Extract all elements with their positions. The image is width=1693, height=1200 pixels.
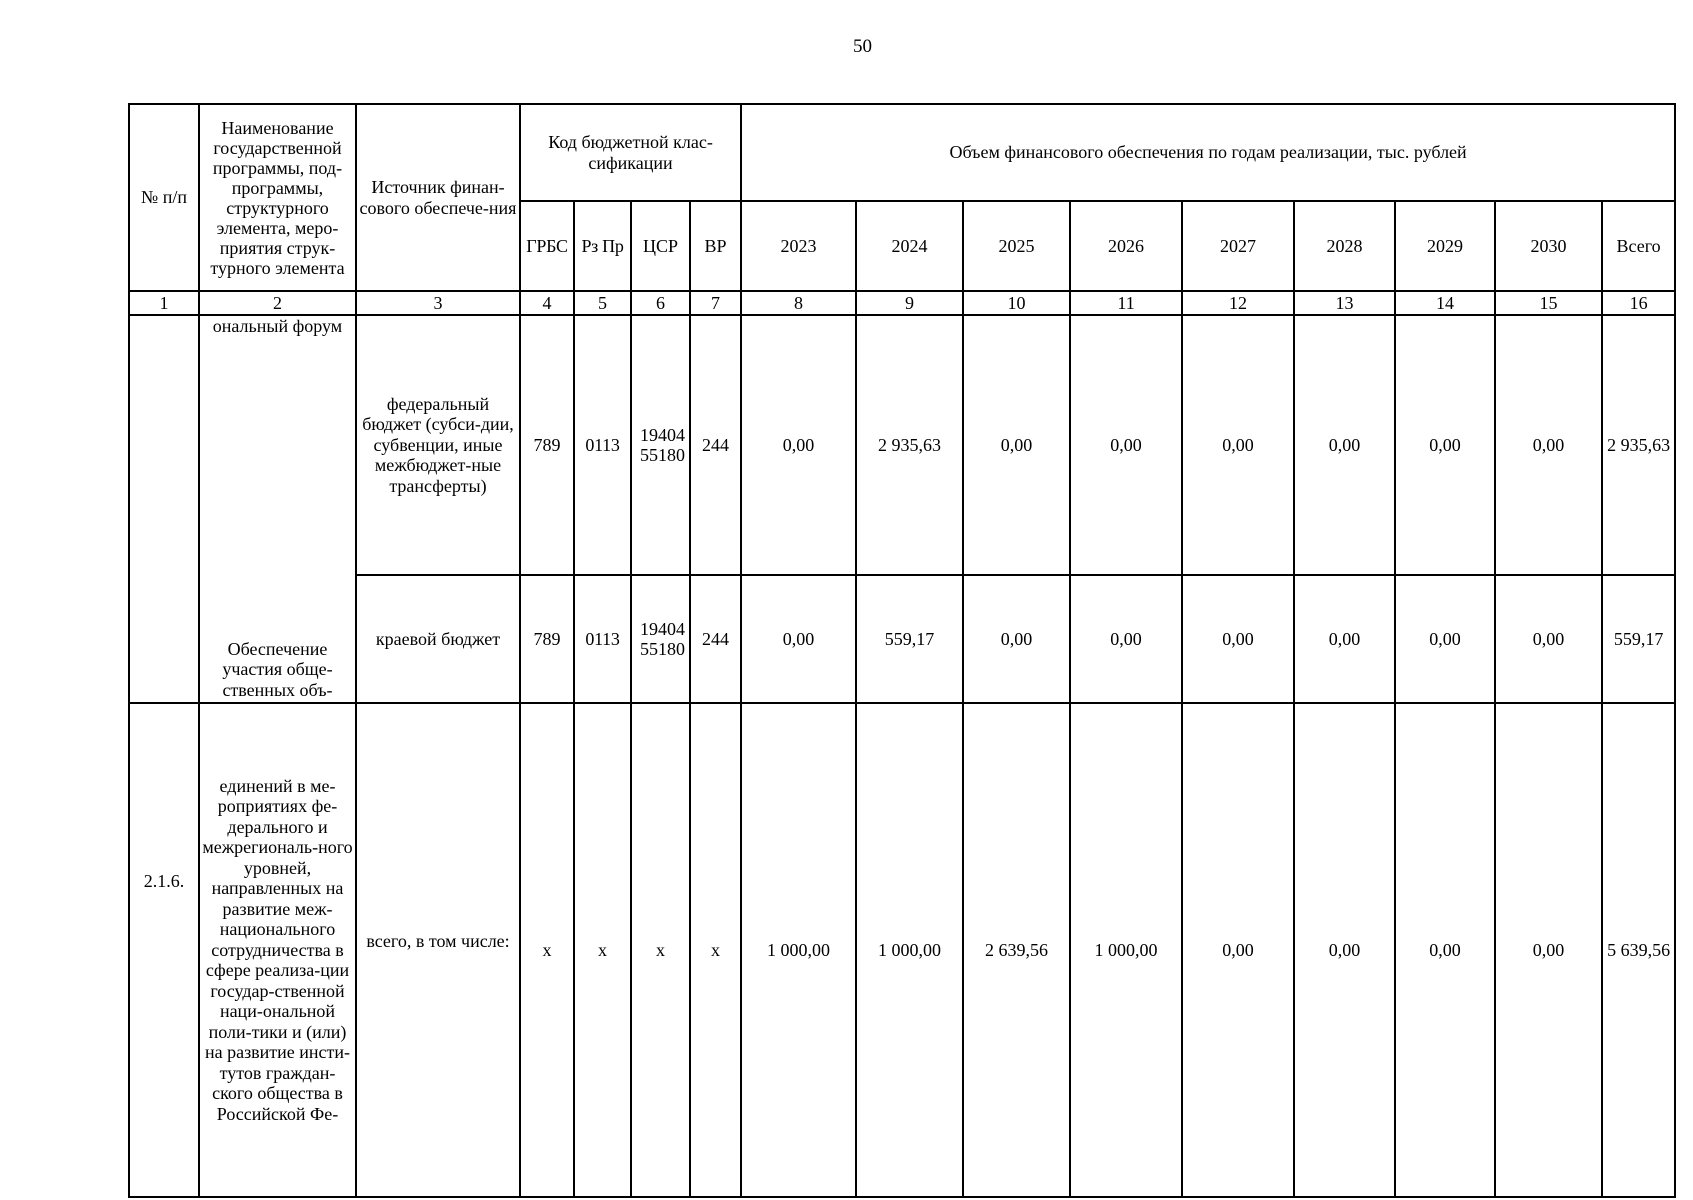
header-budget-code: Код бюджетной клас-сификации bbox=[520, 104, 741, 201]
column-index-row bbox=[129, 291, 1675, 315]
value-2027: 0,00 bbox=[1182, 703, 1294, 1197]
header-csr: ЦСР bbox=[631, 201, 690, 291]
value-2025: 0,00 bbox=[963, 575, 1070, 703]
header-year-2029: 2029 bbox=[1395, 201, 1495, 291]
value-2023: 0,00 bbox=[741, 575, 856, 703]
grbs-cell: х bbox=[520, 703, 574, 1197]
csr-cell: 19404 55180 bbox=[631, 315, 690, 575]
value-2025: 2 639,56 bbox=[963, 703, 1070, 1197]
value-2024: 2 935,63 bbox=[856, 315, 963, 575]
header-year-2024: 2024 bbox=[856, 201, 963, 291]
col-index: 5 bbox=[574, 291, 631, 315]
row-num-cell bbox=[129, 315, 199, 703]
value-2026: 0,00 bbox=[1070, 315, 1182, 575]
csr-cell: 19404 55180 bbox=[631, 575, 690, 703]
header-year-2030: 2030 bbox=[1495, 201, 1602, 291]
value-2030: 0,00 bbox=[1495, 703, 1602, 1197]
col-index: 7 bbox=[690, 291, 741, 315]
vr-cell: х bbox=[690, 703, 741, 1197]
value-2024: 1 000,00 bbox=[856, 703, 963, 1197]
col-index: 10 bbox=[963, 291, 1070, 315]
header-vr: ВР bbox=[690, 201, 741, 291]
source-cell: всего, в том числе: bbox=[356, 703, 520, 1197]
rzpr-cell: 0113 bbox=[574, 575, 631, 703]
header-row-1 bbox=[129, 104, 1675, 201]
rzpr-cell: 0113 bbox=[574, 315, 631, 575]
value-2028: 0,00 bbox=[1294, 575, 1395, 703]
col-index: 4 bbox=[520, 291, 574, 315]
program-name-cell: единений в ме-роприятиях фе-дерального и межрегиональ-ного уровней, направленных на развитие меж-национального сотрудничества в сфере реализа-ции государ-ственной наци-ональной поли-тики и (или) на развитие инсти-тутов граждан-ского общества в Российской Фе- bbox=[199, 703, 356, 1197]
header-year-2027: 2027 bbox=[1182, 201, 1294, 291]
col-index: 12 bbox=[1182, 291, 1294, 315]
table-row bbox=[129, 703, 1675, 1197]
vr-cell: 244 bbox=[690, 575, 741, 703]
header-num: № п/п bbox=[129, 104, 199, 291]
grbs-cell: 789 bbox=[520, 575, 574, 703]
value-2025: 0,00 bbox=[963, 315, 1070, 575]
value-total: 559,17 bbox=[1602, 575, 1675, 703]
col-index: 13 bbox=[1294, 291, 1395, 315]
source-cell: краевой бюджет bbox=[356, 575, 520, 703]
value-2030: 0,00 bbox=[1495, 575, 1602, 703]
col-index: 3 bbox=[356, 291, 520, 315]
col-index: 1 bbox=[129, 291, 199, 315]
header-total: Всего bbox=[1602, 201, 1675, 291]
col-index: 14 bbox=[1395, 291, 1495, 315]
col-index: 9 bbox=[856, 291, 963, 315]
row-num-cell: 2.1.6. bbox=[129, 703, 199, 1197]
value-2029: 0,00 bbox=[1395, 703, 1495, 1197]
source-cell: федеральный бюджет (субси-дии, субвенции, иные межбюджет-ные трансферты) bbox=[356, 315, 520, 575]
page-number: 50 bbox=[853, 36, 872, 57]
col-index: 11 bbox=[1070, 291, 1182, 315]
table-row bbox=[129, 315, 1675, 575]
header-name: Наименование государственной программы, под-программы, структурного элемента, меро-приятия струк-турного элемента bbox=[199, 104, 356, 291]
program-name-top: ональный форум bbox=[212, 316, 343, 336]
grbs-cell: 789 bbox=[520, 315, 574, 575]
value-2028: 0,00 bbox=[1294, 315, 1395, 575]
col-index: 16 bbox=[1602, 291, 1675, 315]
col-index: 8 bbox=[741, 291, 856, 315]
program-name-bottom: Обеспечение участия обще-ственных объ- bbox=[222, 638, 333, 700]
value-2027: 0,00 bbox=[1182, 575, 1294, 703]
header-year-2028: 2028 bbox=[1294, 201, 1395, 291]
value-2030: 0,00 bbox=[1495, 315, 1602, 575]
vr-cell: 244 bbox=[690, 315, 741, 575]
value-2029: 0,00 bbox=[1395, 575, 1495, 703]
value-2028: 0,00 bbox=[1294, 703, 1395, 1197]
header-year-2026: 2026 bbox=[1070, 201, 1182, 291]
header-volume: Объем финансового обеспечения по годам реализации, тыс. рублей bbox=[741, 104, 1675, 201]
program-name-cell bbox=[199, 315, 356, 703]
header-year-2023: 2023 bbox=[741, 201, 856, 291]
value-2023: 0,00 bbox=[741, 315, 856, 575]
value-total: 2 935,63 bbox=[1602, 315, 1675, 575]
value-2024: 559,17 bbox=[856, 575, 963, 703]
csr-cell: х bbox=[631, 703, 690, 1197]
value-total: 5 639,56 bbox=[1602, 703, 1675, 1197]
value-2023: 1 000,00 bbox=[741, 703, 856, 1197]
header-rzpr: Рз Пр bbox=[574, 201, 631, 291]
header-year-2025: 2025 bbox=[963, 201, 1070, 291]
rzpr-cell: х bbox=[574, 703, 631, 1197]
table-row bbox=[129, 575, 1675, 703]
value-2026: 1 000,00 bbox=[1070, 703, 1182, 1197]
value-2026: 0,00 bbox=[1070, 575, 1182, 703]
col-index: 15 bbox=[1495, 291, 1602, 315]
value-2029: 0,00 bbox=[1395, 315, 1495, 575]
header-source: Источник финан-сового обеспече-ния bbox=[356, 104, 520, 291]
col-index: 2 bbox=[199, 291, 356, 315]
financing-table bbox=[128, 103, 1676, 1198]
col-index: 6 bbox=[631, 291, 690, 315]
value-2027: 0,00 bbox=[1182, 315, 1294, 575]
header-grbs: ГРБС bbox=[520, 201, 574, 291]
